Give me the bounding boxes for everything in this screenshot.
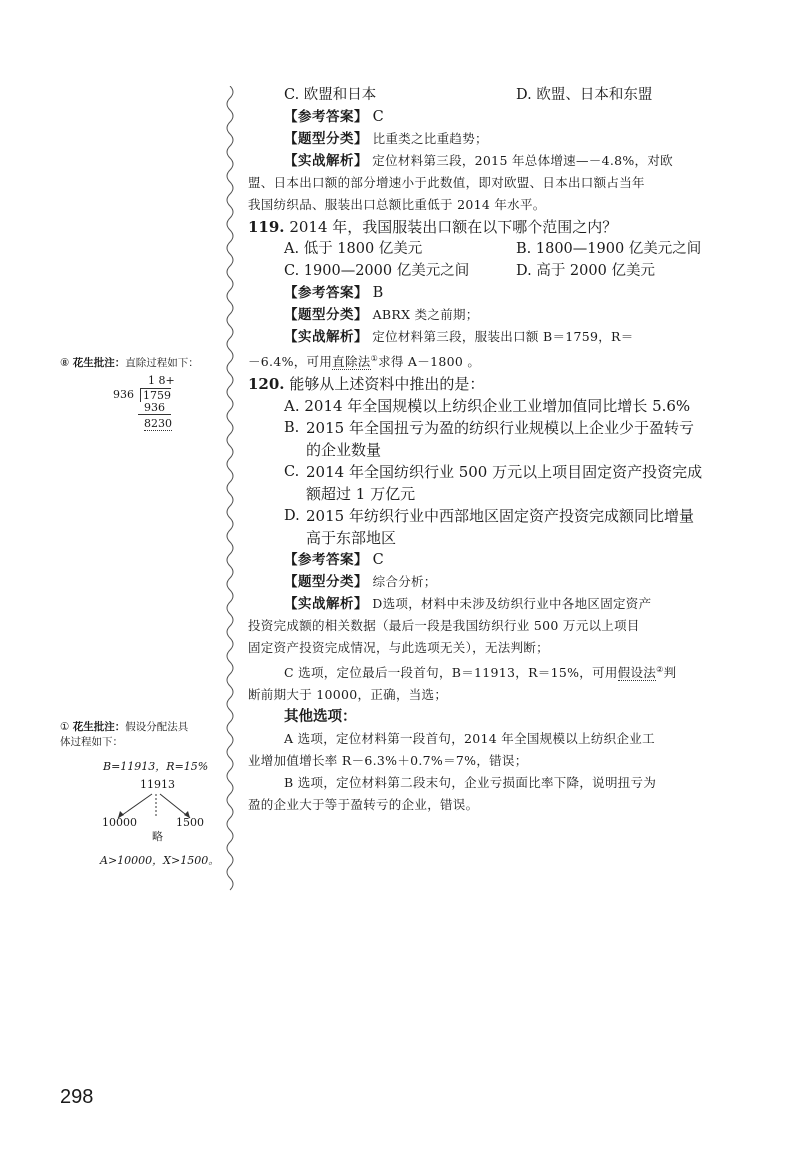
q119-option-a: A. 低于 1800 亿美元: [284, 241, 423, 257]
answer-tag: 【参考答案】: [284, 285, 368, 301]
side-note-1: [60, 356, 199, 371]
type-tag: 【题型分类】: [284, 574, 368, 591]
q119-question: [248, 216, 768, 238]
note-text: 假设分配法具: [125, 721, 189, 733]
method-link: 直除法: [332, 354, 371, 370]
option-text: 高于东部地区: [306, 529, 397, 548]
analysis-tag: 【实战解析】: [284, 596, 368, 613]
analysis-line: 我国纺织品、服装出口总额比重低于 2014 年水平。: [248, 197, 546, 212]
q118-options: [248, 84, 768, 106]
analysis-tag: 【实战解析】: [284, 329, 368, 345]
q118-option-c: C. 欧盟和日本: [284, 87, 377, 103]
q118-type: [248, 128, 768, 150]
question-text: 能够从上述资料中推出的是：: [289, 375, 485, 394]
analysis-line: A 选项，定位材料第一段首句，2014 年全国规模以上纺织企业工: [284, 731, 655, 747]
q119-options-row2: [248, 260, 768, 282]
question-number: 119.: [248, 218, 285, 236]
type-value: ABRX 类之前期；: [372, 307, 479, 322]
calc-conclusion: A>10000，X>1500。: [100, 854, 220, 867]
q119-option-b: B. 1800—1900 亿美元之间: [516, 241, 702, 257]
answer-tag: 【参考答案】: [284, 552, 368, 569]
answer-value: C: [372, 109, 384, 125]
analysis-text: 求得 A－1800 。: [378, 354, 481, 370]
q119-option-d: D. 高于 2000 亿美元: [516, 263, 655, 279]
option-label: D.: [284, 508, 300, 525]
note-icon: ⑧: [60, 357, 70, 369]
q120-analysis: [248, 593, 768, 615]
q119-answer: [248, 282, 768, 304]
type-tag: 【题型分类】: [284, 307, 368, 323]
q120-option-a: A. 2014 年全国规模以上纺织企业工业增加值同比增长 5.6%: [284, 397, 691, 416]
q120-option-b: [248, 417, 768, 461]
method-link: 假设法: [617, 665, 657, 681]
calc-top: 11913: [140, 778, 175, 791]
analysis-tag: 【实战解析】: [284, 153, 368, 169]
option-text: 2014 年全国纺织行业 500 万元以上项目固定资产投资完成: [306, 463, 703, 482]
note-text: 直除过程如下：: [125, 357, 199, 369]
analysis-line: 定位材料第三段，2015 年总体增速—－4.8%，对欧: [372, 153, 673, 168]
analysis-line: 定位材料第三段，服装出口额 B＝1759，R＝: [372, 329, 634, 344]
main-content: [248, 84, 768, 816]
answer-tag: 【参考答案】: [284, 109, 368, 125]
analysis-line: C 选项，定位最后一段首句，B＝11913，R＝15%，可用假设法②判: [284, 665, 677, 681]
q118-answer: [248, 106, 768, 128]
calc-remainder: 8230: [144, 417, 172, 430]
calc-formula: B=11913，R=15%: [103, 760, 209, 773]
option-text: 额超过 1 万亿元: [306, 485, 416, 504]
option-text: 2015 年全国扭亏为盈的纺织行业规模以上企业少于盈转亏: [306, 419, 694, 438]
analysis-line: B 选项，定位材料第二段末句，企业亏损面比率下降，说明扭亏为: [284, 775, 657, 791]
analysis-line: 盈的企业大于等于盈转亏的企业，错误。: [248, 797, 479, 813]
answer-value: C: [372, 552, 384, 569]
page-number: 298: [60, 1086, 94, 1108]
question-text: 2014 年，我国服装出口额在以下哪个范围之内？: [289, 218, 618, 236]
analysis-text: 判: [663, 665, 677, 681]
side-note-2: [60, 720, 220, 750]
wavy-divider: [222, 86, 238, 896]
q120-question: [248, 373, 768, 395]
analysis-line: D选项，材料中未涉及纺织行业中各地区固定资产: [372, 596, 652, 612]
q119-type: [248, 304, 768, 326]
q119-option-c: C. 1900—2000 亿美元之间: [284, 263, 470, 279]
analysis-text: －6.4%，可用: [248, 354, 333, 370]
analysis-line: 盟、日本出口额的部分增速小于此数值，即对欧盟、日本出口额占当年: [248, 175, 645, 190]
note-text: 体过程如下：: [60, 736, 123, 748]
note-title: 花生批注：: [72, 357, 126, 369]
analysis-line: －6.4%，可用直除法①求得 A－1800 。: [248, 354, 481, 370]
option-text: 2015 年纺织行业中西部地区固定资产投资完成额同比增量: [306, 507, 694, 526]
option-label: B.: [284, 420, 300, 437]
calc-dividend: 1759: [140, 388, 171, 402]
note-title: 花生批注：: [72, 721, 126, 733]
type-value: 比重类之比重趋势；: [372, 131, 488, 146]
calc-subtract: 936: [138, 401, 171, 415]
option-label: C.: [284, 464, 300, 481]
analysis-text: C 选项，定位最后一段首句，B＝11913，R＝15%，可用: [284, 665, 618, 681]
question-number: 120.: [248, 375, 285, 394]
type-value: 综合分析；: [372, 574, 437, 590]
type-tag: 【题型分类】: [284, 131, 368, 147]
analysis-line: 投资完成额的相关数据（最后一段是我国纺织行业 500 万元以上项目: [248, 618, 640, 634]
q119-options-row1: [248, 238, 768, 260]
q120-option-d: [248, 505, 768, 549]
analysis-line: 固定资产投资完成情况，与此选项无关），无法判断；: [248, 640, 549, 656]
calc-middle: 略: [152, 830, 163, 843]
analysis-line: 业增加值增长率 R－6.3%＋0.7%＝7%，错误；: [248, 753, 528, 769]
calc-divisor: 936: [113, 388, 134, 401]
q120-type: [248, 571, 768, 593]
other-options-title: 其他选项：: [284, 708, 357, 726]
answer-value: B: [372, 285, 384, 301]
calc-left: 10000: [102, 816, 137, 829]
q118-analysis: [248, 150, 768, 172]
q120-answer: [248, 549, 768, 571]
q119-analysis: [248, 326, 768, 348]
option-text: 的企业数量: [306, 441, 382, 460]
calc-quotient: 1 8+: [148, 374, 175, 387]
note-icon: ①: [60, 721, 70, 733]
q120-option-c: [248, 461, 768, 505]
calc-right: 1500: [176, 816, 204, 829]
analysis-line: 断前期大于 10000，正确，当选；: [248, 687, 448, 703]
q118-option-d: D. 欧盟、日本和东盟: [516, 87, 653, 103]
